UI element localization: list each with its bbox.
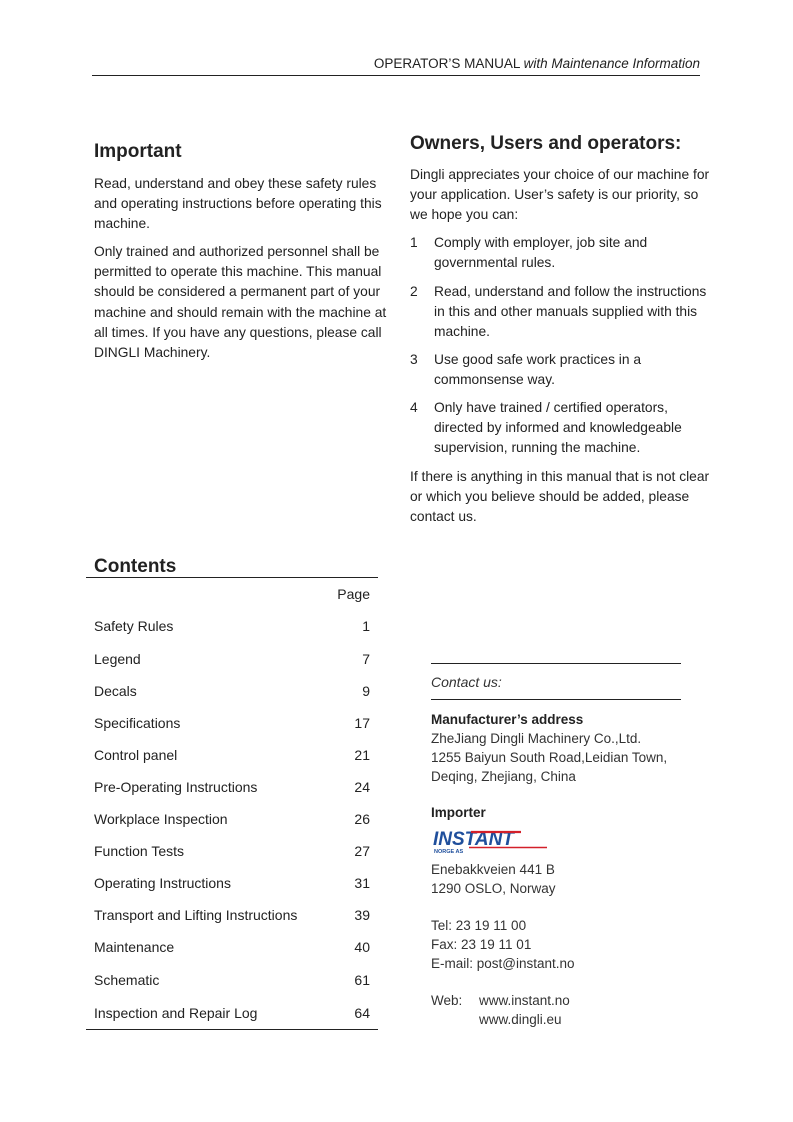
important-heading: Important bbox=[94, 141, 182, 162]
toc-page: 27 bbox=[354, 843, 370, 859]
toc-page: 26 bbox=[354, 811, 370, 827]
logo-subtext: NORGE AS bbox=[434, 849, 464, 854]
toc-page: 39 bbox=[354, 907, 370, 923]
toc-title: Function Tests bbox=[94, 843, 185, 859]
contents-page-header: Page bbox=[337, 586, 370, 602]
toc-row[interactable] bbox=[94, 683, 370, 703]
toc-page: 64 bbox=[354, 1005, 370, 1021]
manufacturer-line: ZheJiang Dingli Machinery Co.,Ltd. bbox=[431, 731, 642, 746]
toc-row[interactable] bbox=[94, 651, 370, 671]
toc-title: Legend bbox=[94, 651, 141, 667]
important-paragraph-2: Only trained and authorized personnel shall be permitted to operate this machine. This manual should be considered a permanent part of your machine and should remain with the machine at all times. If you have any questions, please call DINGLI Machinery. bbox=[94, 244, 387, 361]
list-text: Comply with employer, job site and governmental rules. bbox=[434, 235, 648, 271]
toc-page: 17 bbox=[354, 715, 370, 731]
toc-row[interactable] bbox=[94, 907, 370, 927]
website-link-instant[interactable]: www.instant.no bbox=[479, 993, 570, 1008]
toc-row[interactable] bbox=[94, 1005, 370, 1025]
instant-logo bbox=[431, 828, 551, 854]
owners-outro: If there is anything in this manual that is not clear or which you believe should be added, please contact us. bbox=[410, 469, 710, 525]
importer-address-line: 1290 OSLO, Norway bbox=[431, 881, 556, 896]
contact-heading: Contact us: bbox=[431, 674, 502, 690]
toc-row[interactable] bbox=[94, 715, 370, 735]
list-item bbox=[410, 282, 710, 343]
toc-title: Safety Rules bbox=[94, 618, 174, 634]
list-text: Only have trained / certified operators, directed by informed and knowledgeable supervision, running the machine. bbox=[434, 400, 682, 456]
contact-rule-bottom bbox=[431, 699, 681, 700]
running-header bbox=[92, 56, 700, 71]
toc-title: Pre-Operating Instructions bbox=[94, 779, 258, 795]
header-rule bbox=[92, 75, 700, 76]
toc-page: 31 bbox=[354, 875, 370, 891]
owners-heading: Owners, Users and operators: bbox=[410, 133, 682, 154]
manufacturer-heading: Manufacturer’s address bbox=[431, 712, 584, 727]
importer-address-line: Enebakkveien 441 B bbox=[431, 862, 555, 877]
list-number: 3 bbox=[410, 352, 418, 367]
manufacturer-line: Deqing, Zhejiang, China bbox=[431, 769, 576, 784]
list-number: 1 bbox=[410, 235, 418, 250]
toc-page: 24 bbox=[354, 779, 370, 795]
toc-row[interactable] bbox=[94, 618, 370, 638]
contact-rule-top bbox=[431, 663, 681, 664]
toc-page: 7 bbox=[362, 651, 370, 667]
logo-wordmark: INSTANT bbox=[433, 829, 514, 850]
toc-page: 61 bbox=[354, 972, 370, 988]
toc-page: 1 bbox=[362, 618, 370, 634]
telephone: Tel: 23 19 11 00 bbox=[431, 918, 527, 933]
website-link-dingli[interactable]: www.dingli.eu bbox=[479, 1012, 562, 1027]
header-title: OPERATOR’S MANUAL bbox=[373, 56, 520, 71]
toc-row[interactable] bbox=[94, 779, 370, 799]
web-label: Web: bbox=[431, 993, 463, 1008]
toc-title: Control panel bbox=[94, 747, 178, 763]
toc-title: Specifications bbox=[94, 715, 181, 731]
toc-row[interactable] bbox=[94, 972, 370, 992]
toc-row[interactable] bbox=[94, 811, 370, 831]
importer-heading: Importer bbox=[431, 805, 486, 820]
list-number: 2 bbox=[410, 284, 418, 299]
toc-title: Inspection and Repair Log bbox=[94, 1005, 258, 1021]
toc-title: Schematic bbox=[94, 972, 160, 988]
list-item bbox=[410, 350, 710, 390]
important-paragraph-1: Read, understand and obey these safety rules and operating instructions before operating this machine. bbox=[94, 176, 382, 232]
toc-page: 40 bbox=[354, 939, 370, 955]
toc-page: 21 bbox=[354, 747, 370, 763]
owners-intro: Dingli appreciates your choice of our machine for your application. User’s safety is our priority, so we hope you can: bbox=[410, 167, 710, 223]
toc-row[interactable] bbox=[94, 843, 370, 863]
fax: Fax: 23 19 11 01 bbox=[431, 937, 532, 952]
toc-title: Workplace Inspection bbox=[94, 811, 228, 827]
header-subtitle: with Maintenance Information bbox=[523, 56, 700, 71]
list-item bbox=[410, 233, 710, 273]
list-item bbox=[410, 398, 710, 459]
toc-title: Operating Instructions bbox=[94, 875, 231, 891]
toc-row[interactable] bbox=[94, 875, 370, 895]
list-text: Use good safe work practices in a commonsense way. bbox=[434, 352, 642, 388]
toc-page: 9 bbox=[362, 683, 370, 699]
toc-row[interactable] bbox=[94, 939, 370, 959]
list-number: 4 bbox=[410, 400, 418, 415]
toc-title: Maintenance bbox=[94, 939, 175, 955]
email-link[interactable]: E-mail: post@instant.no bbox=[431, 956, 575, 971]
contents-rule-top bbox=[86, 577, 378, 578]
contents-heading: Contents bbox=[94, 556, 177, 577]
toc-title: Transport and Lifting Instructions bbox=[94, 907, 298, 923]
toc-row[interactable] bbox=[94, 747, 370, 767]
toc-title: Decals bbox=[94, 683, 137, 699]
list-text: Read, understand and follow the instructions in this and other manuals supplied with this machine. bbox=[434, 284, 707, 340]
manufacturer-line: 1255 Baiyun South Road,Leidian Town, bbox=[431, 750, 668, 765]
contents-rule-bottom bbox=[86, 1029, 378, 1030]
